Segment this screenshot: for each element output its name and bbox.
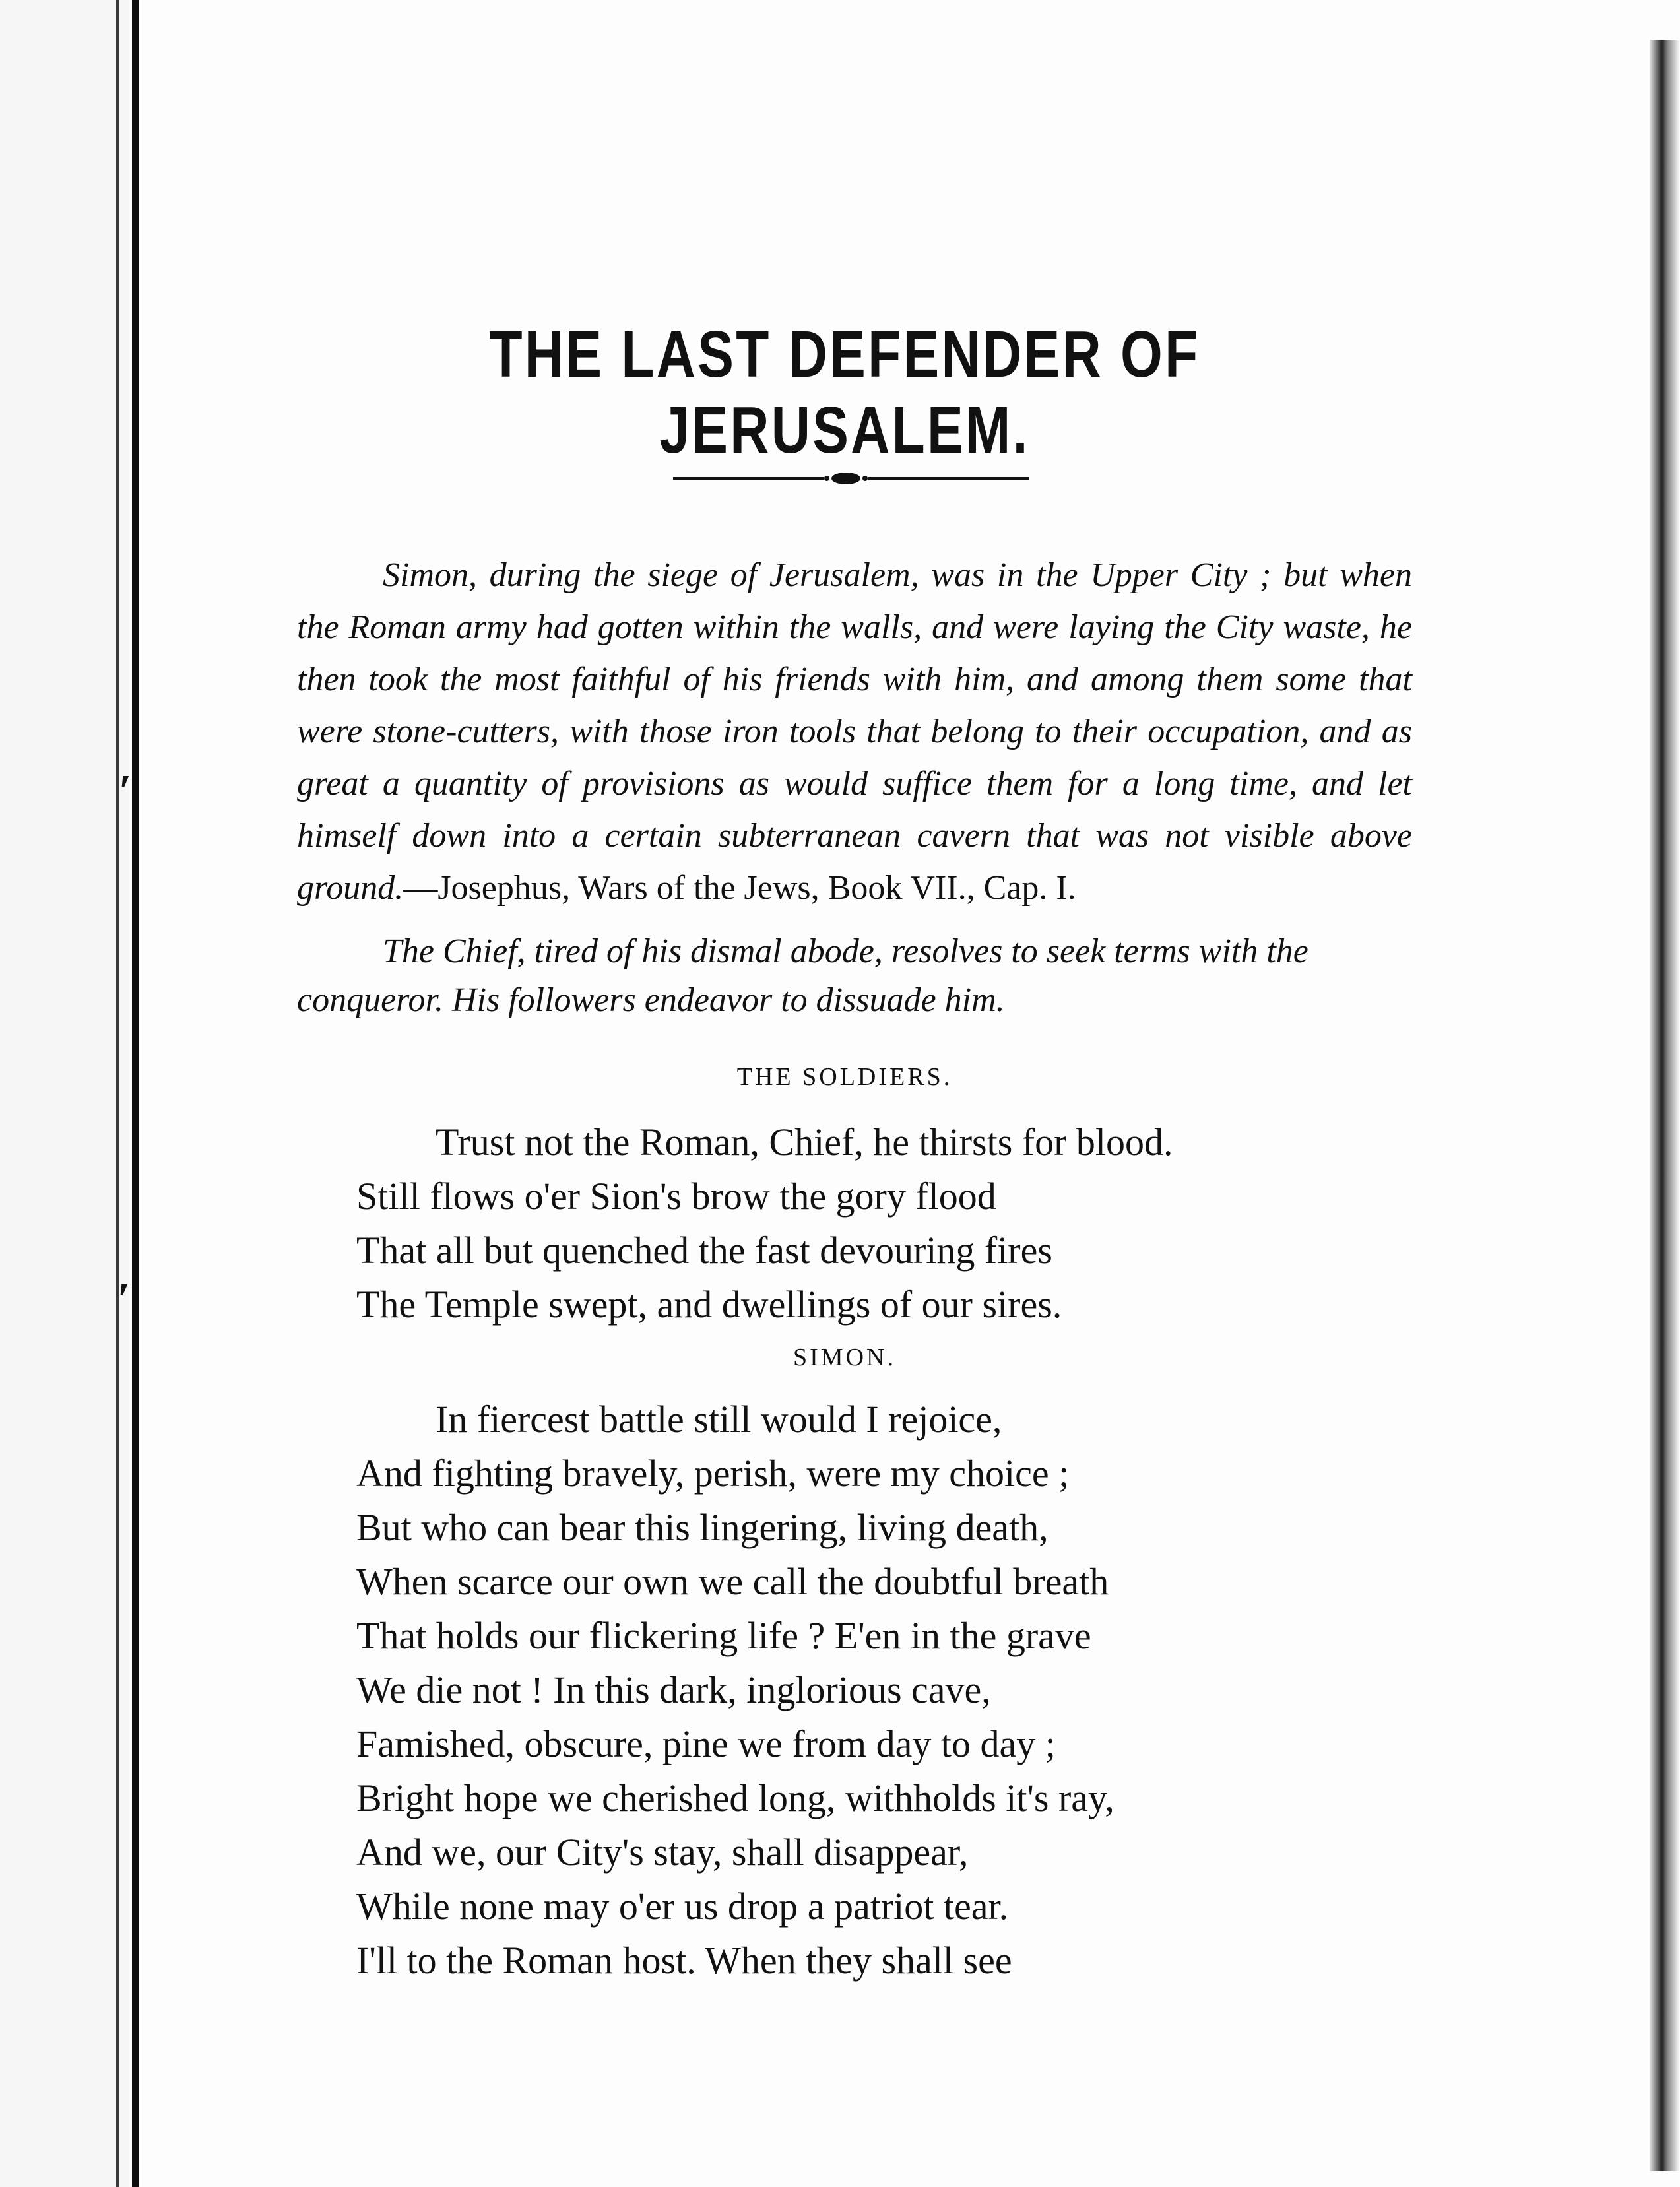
verse-line: That holds our flickering life ? E'en in the grave bbox=[356, 1614, 1091, 1657]
verse-line: And fighting bravely, perish, were my choice ; bbox=[356, 1452, 1070, 1495]
verse-line: Still flows o'er Sion's brow the gory flood bbox=[356, 1175, 996, 1218]
argument: The Chief, tired of his dismal abode, resolves to seek terms with the conqueror. His followers endeavor to dissuade him. bbox=[297, 932, 1308, 1019]
verse-line: When scarce our own we call the doubtful breath bbox=[356, 1560, 1109, 1603]
verse-line: And we, our City's stay, shall disappear, bbox=[356, 1831, 969, 1874]
verse-line: Famished, obscure, pine we from day to day ; bbox=[356, 1722, 1056, 1765]
gutter-shadow bbox=[116, 0, 119, 2187]
stanza-soldiers bbox=[356, 1115, 1478, 1332]
verse-line: But who can bear this lingering, living death, bbox=[356, 1506, 1049, 1549]
binding-mark: ʹ bbox=[119, 766, 132, 817]
verse-line: In fiercest battle still would I rejoice, bbox=[436, 1398, 1002, 1441]
verse-line: That all but quenched the fast devouring fires bbox=[356, 1229, 1052, 1272]
stanza-simon bbox=[356, 1392, 1478, 1988]
verse-line: Trust not the Roman, Chief, he thirsts for blood. bbox=[436, 1121, 1173, 1163]
title-ornament bbox=[673, 470, 1029, 487]
verse-line: Bright hope we cherished long, withholds it's ray, bbox=[356, 1777, 1115, 1819]
epigraph-citation: —Josephus, Wars of the Jews, Book VII., Cap. I. bbox=[403, 869, 1076, 907]
speaker-heading: THE SOLDIERS. bbox=[736, 1063, 953, 1091]
gutter-rule bbox=[132, 0, 139, 2187]
binding-mark: ʹ bbox=[117, 1274, 131, 1325]
verse-line: The Temple swept, and dwellings of our sires. bbox=[356, 1283, 1062, 1326]
verse-line: While none may o'er us drop a patriot tear. bbox=[356, 1885, 1009, 1928]
epigraph bbox=[297, 549, 1412, 914]
facing-page-edge bbox=[0, 0, 129, 2187]
verse-line: I'll to the Roman host. When they shall see bbox=[356, 1939, 1012, 1982]
speaker-heading: SIMON. bbox=[793, 1344, 896, 1371]
epigraph-quote: Simon, during the siege of Jerusalem, was in the Upper City ; but when the Roman army had gotten within the walls, and were laying the City waste, he then took the most faithful of his friends with him, and among them some that were stone-cutters, with those iron tools that belong to their occupation, and as great a quantity of provisions as would suffice them for a long time, and let himself down into a certain subterranean cavern that was not visible above ground. bbox=[297, 556, 1412, 907]
page-edge-shadow bbox=[1650, 40, 1680, 2171]
verse-line: We die not ! In this dark, inglorious cave, bbox=[356, 1668, 991, 1711]
page-title: THE LAST DEFENDER OF JERUSALEM. bbox=[489, 317, 1200, 467]
